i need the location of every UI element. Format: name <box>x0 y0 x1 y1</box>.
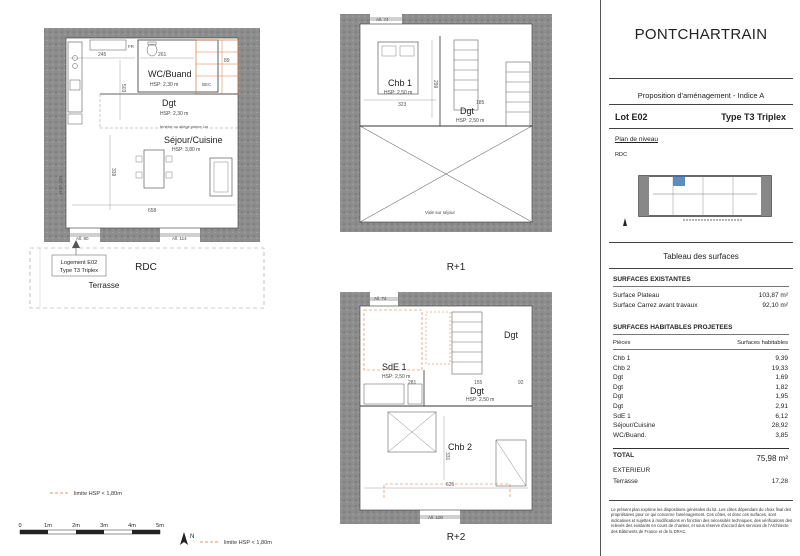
rdc-logement: Logement E02 <box>60 260 98 266</box>
r2-plan <box>340 292 552 543</box>
rdc-level-label: RDC <box>135 262 157 273</box>
rdc-left-wall <box>44 28 66 242</box>
r1-stair-1 <box>454 40 478 110</box>
info-panel <box>600 0 800 556</box>
north-arrow <box>180 532 194 545</box>
room-label: Dgt <box>613 403 624 410</box>
rdc-window-note: fenêtre ou allège pleine 1m <box>160 124 209 129</box>
existing-label-0: Surface Plateau <box>613 292 660 299</box>
r2-all100: All. 100 <box>428 515 444 520</box>
rdc-plan <box>30 28 264 308</box>
legend-hsp-label-1: limite HSP < 1,80m <box>74 491 122 497</box>
room-value: 1,82 <box>775 383 788 391</box>
divider <box>609 500 793 501</box>
underline <box>613 448 789 449</box>
divider <box>609 242 793 243</box>
rdc-top-wall <box>44 28 260 38</box>
scale-tick-label: 1m <box>44 523 52 529</box>
scale-tick-label: 4m <box>128 523 136 529</box>
kitchen-counter <box>68 42 82 112</box>
rdc-all80: All. 80 <box>76 236 89 241</box>
divider <box>609 268 793 269</box>
divider <box>609 104 793 105</box>
room-value: 3,85 <box>775 431 788 439</box>
r2-dim-92: 92 <box>518 380 524 386</box>
tableau-title: Tableau des surfaces <box>663 252 739 261</box>
legend <box>50 491 272 546</box>
room-label: Chb 1 <box>613 355 631 362</box>
scale-tick-label: 5m <box>156 523 164 529</box>
room-label: Séjour/Cuisine <box>613 422 656 430</box>
rdc-wc-hsp: HSP: 2,30 m <box>150 82 179 88</box>
sofa <box>210 158 232 196</box>
r2-sde-hsp: HSP: 2,50 m <box>382 374 411 380</box>
r1-plan <box>340 14 552 273</box>
rdc-terrasse-label: Terrasse <box>88 281 120 290</box>
room-value: 9,39 <box>775 355 788 362</box>
rdc-dgt-hsp: HSP: 2,30 m <box>160 111 189 117</box>
rdc-dim-339: 339 <box>110 168 116 177</box>
r2-dim-155: 155 <box>474 380 483 386</box>
existing-value-1: 92,10 m² <box>762 302 788 309</box>
existing-label-1: Surface Carrez avant travaux <box>613 302 698 309</box>
rdc-dim-245: 245 <box>98 52 107 58</box>
r1-level-label: R+1 <box>446 262 466 273</box>
dining-table <box>144 150 164 188</box>
divider <box>609 128 793 129</box>
type-label: Type T3 Triplex <box>721 112 786 122</box>
existing-title: SURFACES EXISTANTES <box>613 276 691 283</box>
habitable-title: SURFACES HABITABLES PROJETEES <box>613 324 733 331</box>
rdc-all114: All. 114 <box>172 236 187 241</box>
rdc-right-wall <box>238 28 260 242</box>
r1-dim-323: 323 <box>398 102 407 108</box>
terrasse-value: 17,28 <box>771 478 788 485</box>
r2-stair <box>452 312 482 374</box>
r2-dim-625: 625 <box>446 482 455 488</box>
col-surfaces: Surfaces habitables <box>737 340 788 346</box>
rdc-sejour-label: Séjour/Cuisine <box>164 135 223 145</box>
room-label: Dgt <box>613 393 624 401</box>
r2-dgt-top: Dgt <box>504 330 519 340</box>
r2-dgt-hsp: HSP: 2,50 m <box>466 397 495 403</box>
terrasse-label: Terrasse <box>613 478 638 485</box>
r1-dim-299: 299 <box>432 80 438 89</box>
total-label: TOTAL <box>613 452 635 459</box>
key-plan-thumbnail <box>613 172 789 234</box>
r2-dim-331: 331 <box>444 452 450 461</box>
room-value: 1,95 <box>775 393 788 401</box>
rdc-sejour-hsp: HSP: 3,80 m <box>172 147 201 153</box>
north-label: N <box>190 534 195 540</box>
r1-stair-2 <box>506 62 530 126</box>
existing-value-0: 103,87 m² <box>758 292 788 299</box>
room-value: 28,92 <box>771 422 788 430</box>
r1-chb1-label: Chb 1 <box>388 78 413 88</box>
scale-tick-label: 0 <box>18 523 22 529</box>
plan-niveau-label: Plan de niveau <box>615 136 659 143</box>
room-value: 1,69 <box>775 374 788 382</box>
rdc-wc-label: WC/Buand <box>148 69 192 79</box>
r2-sde-label: SdE 1 <box>382 362 407 372</box>
underline <box>613 286 789 287</box>
proposal-subtitle: Proposition d'aménagement - Indice A <box>637 91 765 100</box>
r1-all-label: All. 74 <box>376 17 389 22</box>
scale-tick-label: 3m <box>100 523 108 529</box>
r1-dim-185: 185 <box>476 100 485 106</box>
scale-tick-label: 2m <box>72 523 80 529</box>
plan-level-label: RDC <box>615 152 628 158</box>
r1-void-label: Vide sur séjour <box>425 210 455 215</box>
lot-label: Lot E02 <box>615 112 648 122</box>
rdc-dgt-label: Dgt <box>162 98 177 108</box>
col-pieces: Pièces <box>613 340 631 346</box>
room-value: 6,12 <box>775 412 788 420</box>
rdc-logement-type: Type T3 Triplex <box>59 268 99 274</box>
room-label: SdE 1 <box>613 412 631 420</box>
r2-all74: All. 74 <box>374 296 387 301</box>
rdc-dim-503: 503 <box>120 84 126 93</box>
room-label: Dgt <box>613 383 624 391</box>
legend-hsp-label-2: limite HSP < 1,80m <box>224 540 272 546</box>
r1-dgt-hsp: HSP: 2,50 m <box>456 118 485 124</box>
rdc-dim-658: 658 <box>148 208 157 214</box>
r1-dgt-label: Dgt <box>460 106 475 116</box>
rdc-hsp-side: HSP 220 <box>58 176 63 194</box>
project-title: PONTCHARTRAIN <box>634 26 768 43</box>
total-value: 75,98 m² <box>756 454 788 463</box>
underline <box>613 334 789 335</box>
exterieur-label: EXTERIEUR <box>613 467 651 474</box>
room-value: 19,33 <box>771 364 788 372</box>
rdc-bec-label: BEC <box>202 82 212 87</box>
scale-bar <box>18 523 164 534</box>
room-label: WC/Buand. <box>613 431 647 439</box>
room-label: Dgt <box>613 374 624 382</box>
rdc-dim-261: 261 <box>158 52 167 58</box>
r2-level-label: R+2 <box>446 532 466 543</box>
r1-chb1-hsp: HSP: 2,50 m <box>384 90 413 96</box>
r2-sde-room <box>364 310 422 370</box>
r2-dgt-label: Dgt <box>470 386 485 396</box>
disclaimer-text: Le présent plan exprime les dispositions générales du lot. Les côtes dépendant du choix final des propriétaires pour ce qui concerne l'aménagement. Ces côtes, et donc ces surfaces, sont indicatives et sujettes à modifications en fonction des nécessités techniques, des vérifications des relevés des existants en cours de chantier, et sous réserve d'accord des services de l'Architecte des Bâtiments de France et de la DRAC. <box>611 507 793 534</box>
room-label: Chb 2 <box>613 364 631 372</box>
rdc-fr-label: FR <box>128 44 134 49</box>
room-value: 2,91 <box>775 403 788 410</box>
r2-dim-281: 281 <box>408 380 417 386</box>
divider <box>609 78 793 79</box>
r2-chb2-label: Chb 2 <box>448 442 473 452</box>
underline <box>613 349 789 350</box>
rdc-dim-89: 89 <box>224 58 230 64</box>
